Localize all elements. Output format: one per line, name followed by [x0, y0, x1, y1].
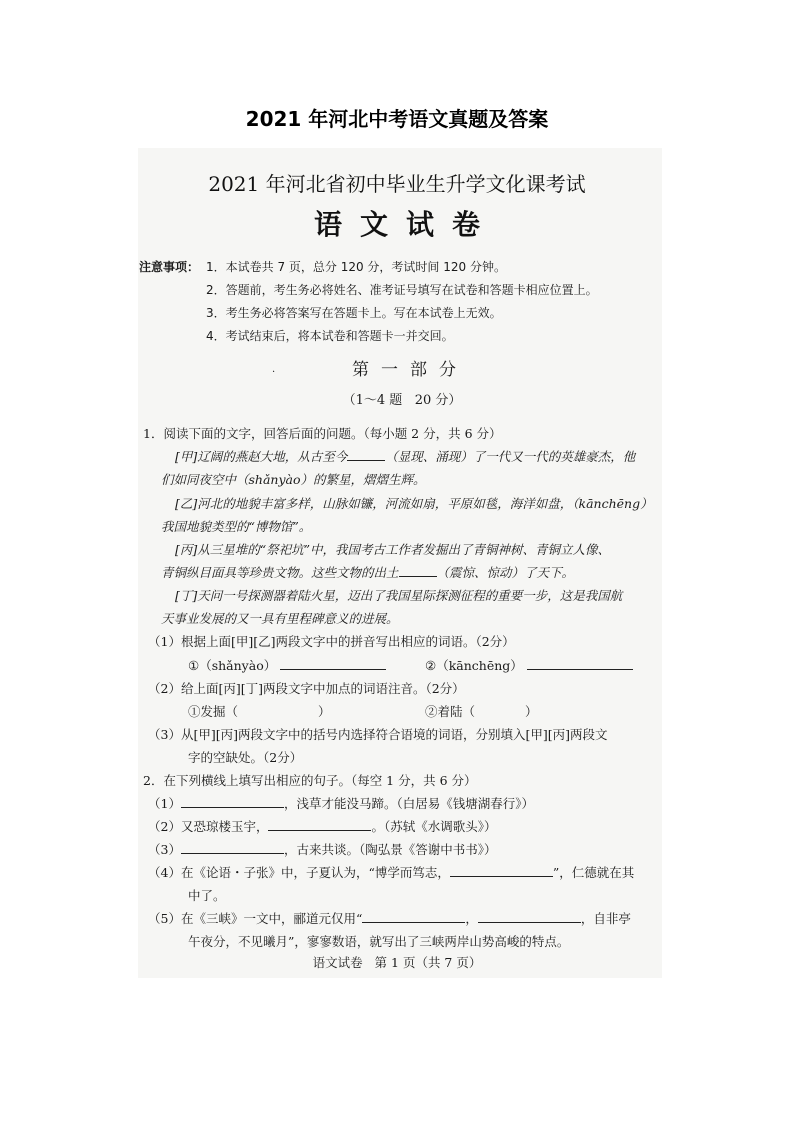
answer-blank[interactable]: [527, 658, 633, 670]
q2-stem: 2．在下列横线上填写出相应的句子。（每空 1 分，共 6 分）: [143, 773, 477, 788]
note-item: 1．本试卷共 7 页，总分 120 分，考试时间 120 分钟。: [206, 260, 506, 274]
exam-title: 2021 年河北省初中毕业生升学文化课考试: [208, 172, 586, 196]
sentence-text: ，自非亭: [580, 911, 631, 926]
part-subtitle: （1～4 题 20 分）: [342, 393, 462, 408]
sentence-text: （2）又恐琼楼玉宇，: [148, 819, 269, 834]
q2-sentence-2: [148, 817, 496, 835]
page-footer: 语文试卷 第 1 页（共 7 页）: [312, 955, 482, 970]
sentence-text: （5）在《三峡》一文中，郦道元仅用“: [148, 911, 363, 926]
note-item: 2．答题前，考生务必将姓名、准考证号填写在试卷和答题卡相应位置上。: [206, 283, 598, 297]
q1-passage-ding-2: 天事业发展的又一具有里程碑意义的进展。: [161, 611, 399, 626]
q2-sentence-5: [148, 909, 631, 927]
sentence-text: ，浅草才能没马蹄。（白居易《钱塘湖春行》）: [283, 796, 534, 811]
sentence-number: （1）: [148, 796, 181, 811]
q2-sentence-5-cont: 午夜分，不见曦月”，寥寥数语，就写出了三峡两岸山势高峻的特点。: [188, 934, 570, 949]
q1-passage-jia: [175, 447, 635, 465]
q1-passage-bing-2: [161, 563, 574, 581]
answer-blank[interactable]: [362, 911, 465, 923]
q2-sentence-4: [148, 863, 634, 881]
bracket-close: ）: [318, 704, 331, 719]
q1-sub1: （1）根据上面[甲][乙]两段文字中的拼音写出相应的词语。（2分）: [148, 634, 515, 649]
passage-text: 青铜纵目面具等珍贵文物。这些文物的出土: [161, 565, 399, 580]
q1-sub1-a: [188, 656, 386, 674]
q1-passage-ding: [丁]天问一号探测器着陆火星，迈出了我国星际探测征程的重要一步，这是我国航: [175, 588, 623, 603]
sub1-b-label: ②（kānchēng）: [425, 658, 523, 673]
part-title: 第一部分: [352, 360, 468, 380]
q1-sub2: （2）给上面[丙][丁]两段文字中加点的词语注音。（2分）: [148, 681, 465, 696]
answer-blank[interactable]: [181, 842, 284, 854]
note-item: 3．考生务必将答案写在答题卡上。写在本试卷上无效。: [206, 306, 502, 320]
q1-passage-jia-2: 们如同夜空中（shǎnyào）的繁星，熠熠生辉。: [161, 472, 426, 487]
q1-passage-yi-2: 我国地貌类型的“博物馆”。: [161, 519, 312, 534]
q2-sentence-1: [148, 794, 534, 812]
answer-blank[interactable]: [268, 819, 371, 831]
answer-blank[interactable]: [450, 865, 553, 877]
sub2-b-label: ②着陆（: [425, 704, 476, 719]
sub1-a-label: ①（shǎnyào）: [188, 658, 277, 673]
passage-text: （显现、涌现）了一代又一代的英雄豪杰，他: [385, 449, 636, 464]
paper-title: 语文试卷: [313, 208, 498, 241]
answer-blank[interactable]: [280, 658, 386, 670]
q1-stem: 1．阅读下面的文字，回答后面的问题。（每小题 2 分，共 6 分）: [143, 426, 502, 441]
answer-blank[interactable]: [181, 796, 284, 808]
q1-passage-yi: [乙]河北的地貌丰富多样，山脉如镰，河流如扇，平原如毯，海洋如盘，（kānchēng）: [175, 496, 653, 511]
q1-passage-bing: [丙]从三星堆的“祭祀坑”中，我国考古工作者发掘出了青铜神树、青铜立人像、: [175, 542, 611, 557]
sentence-number: （3）: [148, 842, 181, 857]
answer-blank[interactable]: [478, 911, 581, 923]
comma: ，: [465, 911, 478, 926]
q1-sub3: （3）从[甲][丙]两段文字中的括号内选择符合语境的词语，分别填入[甲][丙]两段文: [148, 727, 608, 742]
q1-sub2-a: [188, 702, 331, 720]
document-title: 2021 年河北中考语文真题及答案: [245, 107, 549, 131]
note-item: 4．考试结束后，将本试卷和答题卡一并交回。: [206, 329, 454, 343]
q1-sub2-b: [425, 702, 538, 720]
q2-sentence-4-cont: 中了。: [188, 888, 226, 903]
q2-sentence-3: [148, 840, 496, 858]
passage-text: （震惊、惊动）了天下。: [436, 565, 575, 580]
answer-blank[interactable]: [347, 449, 385, 461]
sentence-text: ，古来共谈。（陶弘景《答谢中书书》）: [283, 842, 497, 857]
sentence-text: （4）在《论语・子张》中，子夏认为，“博学而笃志，: [148, 865, 450, 880]
stray-dot: .: [272, 364, 276, 375]
q1-sub3-2: 字的空缺处。（2分）: [188, 750, 303, 765]
passage-text: [甲]辽阔的燕赵大地，从古至今: [175, 449, 348, 464]
bracket-close: ）: [525, 704, 538, 719]
notes-label: 注意事项：: [139, 260, 200, 274]
sentence-text: 。（苏轼《水调歌头》）: [371, 819, 497, 834]
answer-blank[interactable]: [399, 565, 437, 577]
sentence-text: ”，仁德就在其: [552, 865, 635, 880]
sub2-a-label: ①发掘（: [188, 704, 239, 719]
q1-sub1-b: [425, 656, 633, 674]
